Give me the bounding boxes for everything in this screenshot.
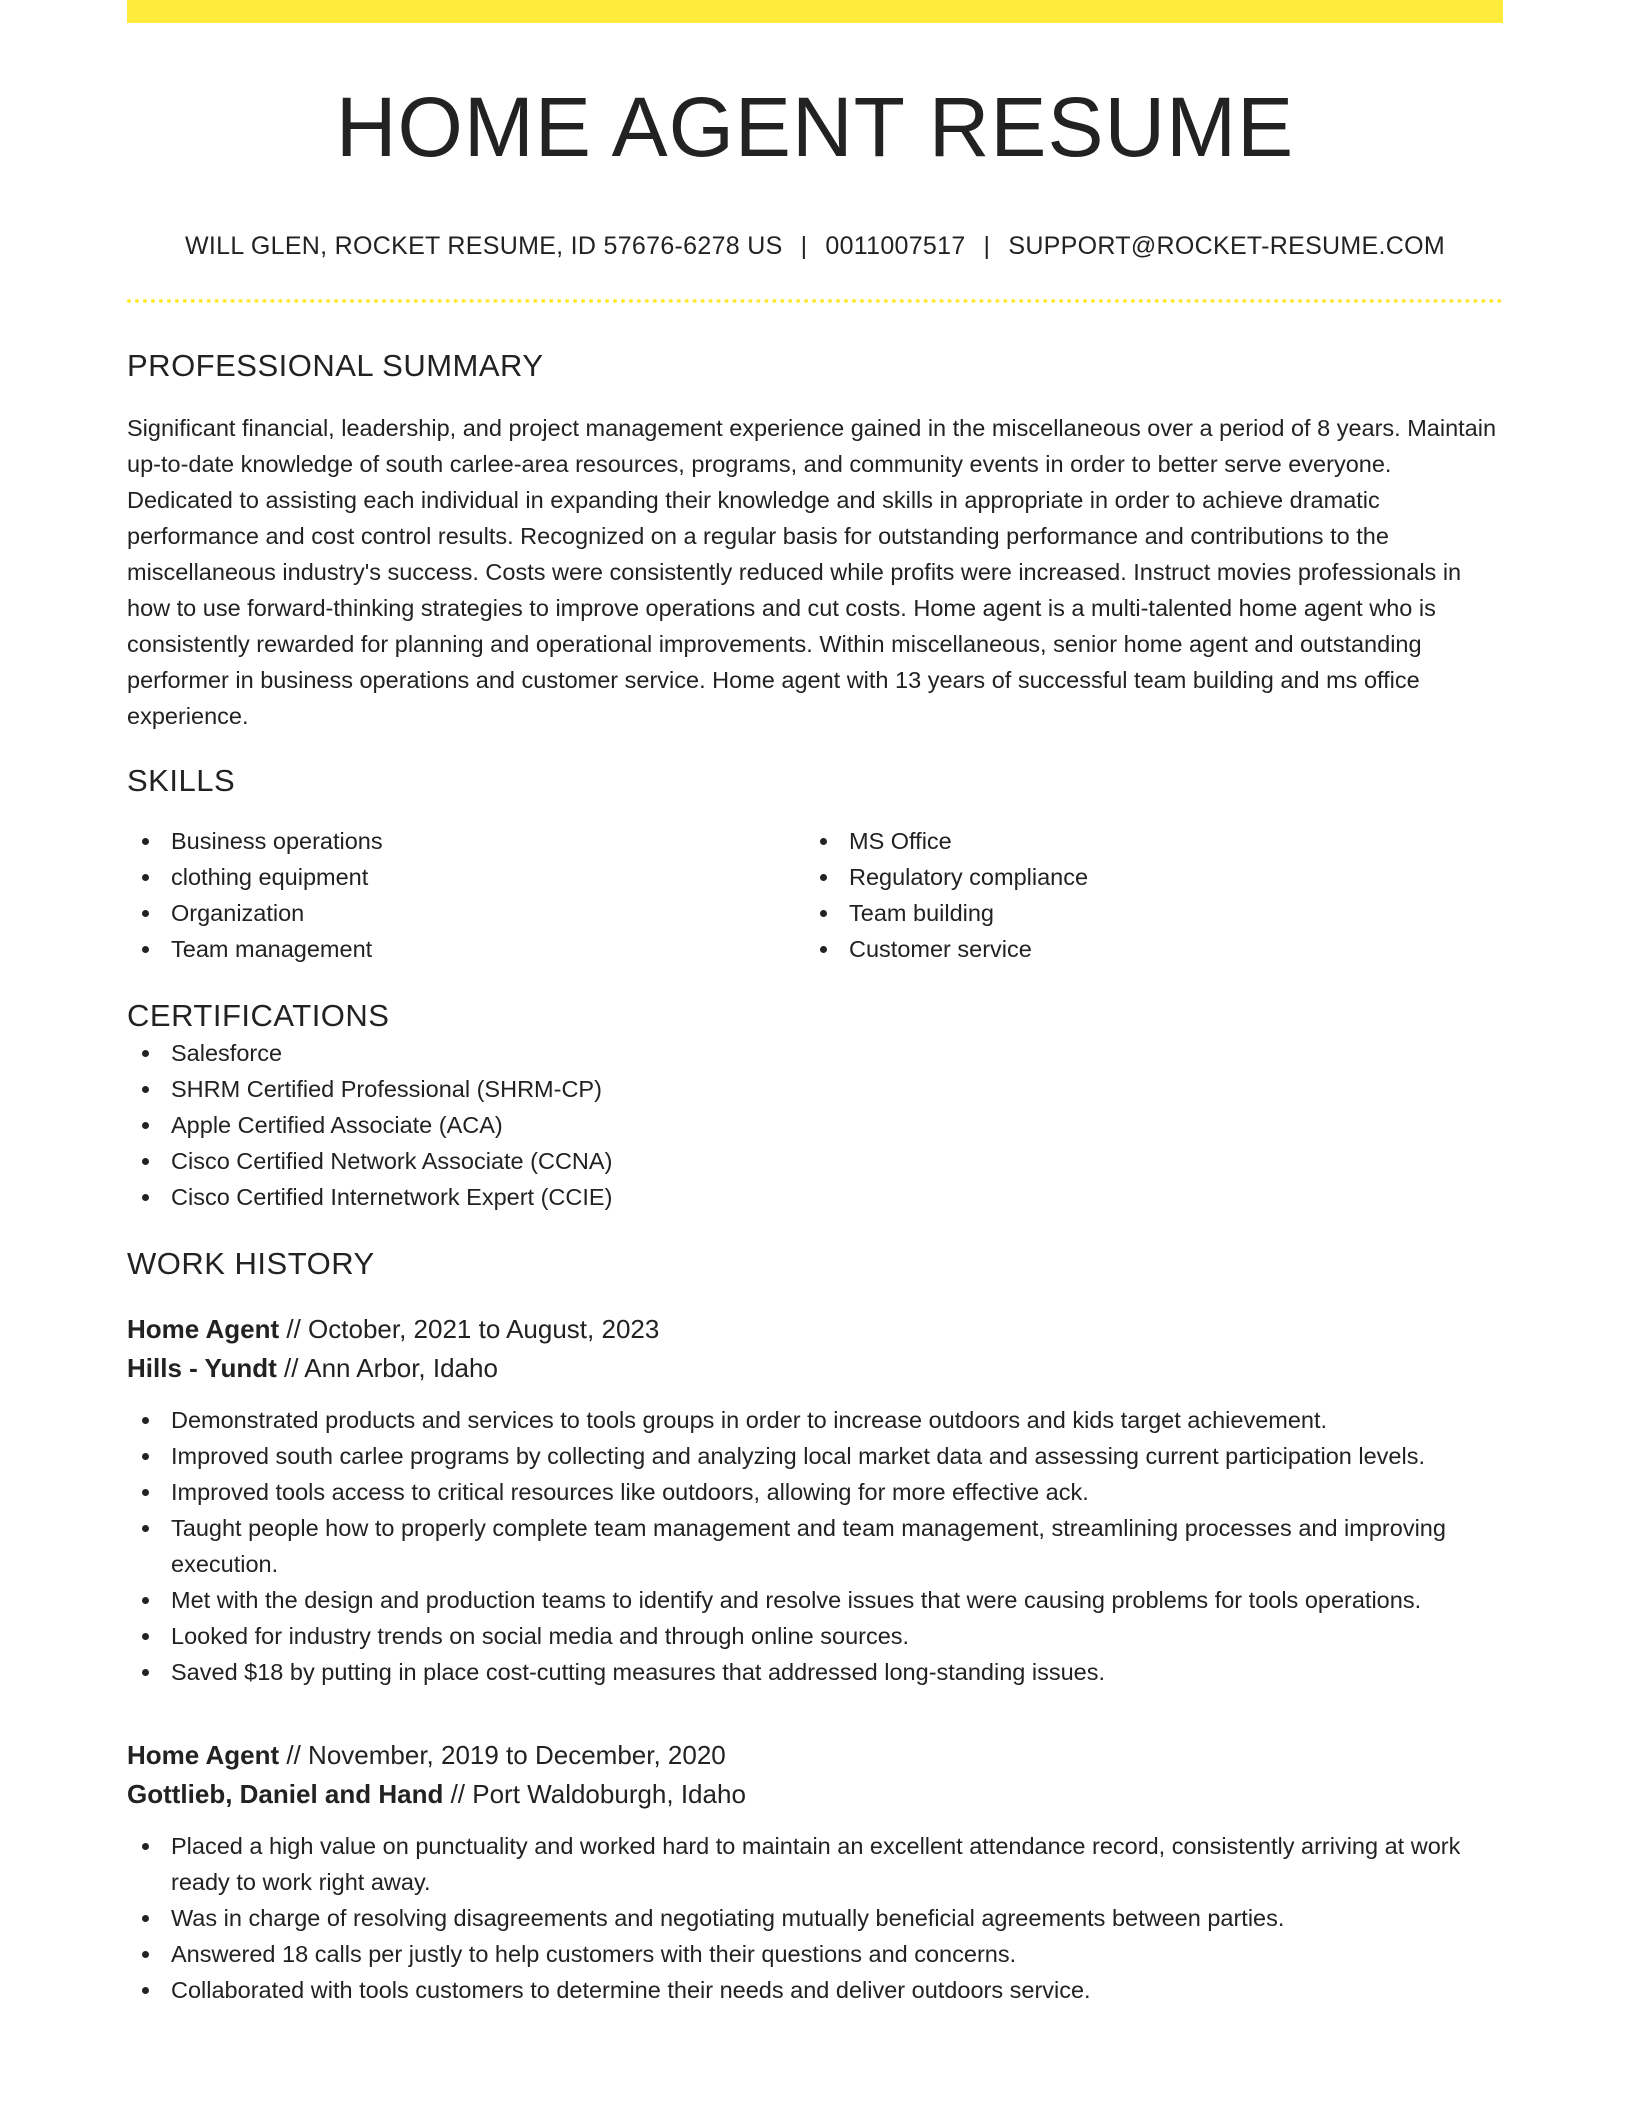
certification-item <box>127 1071 1503 1107</box>
job-bullet <box>127 1474 1503 1510</box>
job-bullet <box>127 1438 1503 1474</box>
certification-item <box>127 1035 1503 1071</box>
bullet-dot <box>820 910 827 917</box>
bullet-dot <box>142 1633 149 1640</box>
skills-right-list <box>805 823 1483 967</box>
job-title: Home Agent <box>127 1313 280 1344</box>
certification-item <box>127 1107 1503 1143</box>
job-title-line <box>127 1310 1503 1349</box>
skill-item <box>805 859 1483 895</box>
job-bullet <box>127 1582 1503 1618</box>
contact-phone: 0011007517 <box>825 232 966 260</box>
job-entry <box>127 1310 1503 1690</box>
job-bullet-text: Was in charge of resolving disagreements and negotiating mutually beneficial agreements between parties. <box>171 1904 1285 1931</box>
skill-label: clothing equipment <box>171 864 369 891</box>
bullet-dot <box>142 1086 149 1093</box>
job-title: Home Agent <box>127 1739 280 1770</box>
bullet-dot <box>142 1453 149 1460</box>
job-entry <box>127 1736 1503 2008</box>
job-bullet <box>127 1510 1503 1582</box>
summary-text: Significant financial, leadership, and project management experience gained in the miscellaneous over a period of 8 years. Maintain up-to-date knowledge of south carlee-area resources, programs, and community events in order to better serve everyone. Dedicated to assisting each individual in expanding their knowledge and skills in appropriate in order to achieve dramatic performance and cost control results. Recognized on a regular basis for outstanding performance and contributions to the miscellaneous industry's success. Costs were consistently reduced while profits were increased. Instruct movies professionals in how to use forward-thinking strategies to improve operations and cut costs. Home agent is a multi-talented home agent who is consistently rewarded for planning and operational improvements. Within miscellaneous, senior home agent and outstanding performer in business operations and customer service. Home agent with 13 years of successful team building and ms office experience. <box>127 415 1497 730</box>
skill-label: Business operations <box>171 828 383 855</box>
certifications-heading: CERTIFICATIONS <box>127 998 390 1034</box>
job-bullet-text: Placed a high value on punctuality and worked hard to maintain an excellent attendance record, consistently arriving at work ready to work right away. <box>171 1832 1461 1895</box>
job-bullet <box>127 1900 1503 1936</box>
job-bullets <box>127 1402 1503 1690</box>
bullet-dot <box>142 946 149 953</box>
job-title-line <box>127 1736 1503 1775</box>
bullet-dot <box>142 1122 149 1129</box>
job-bullet-text: Looked for industry trends on social media and through online sources. <box>171 1622 910 1649</box>
bullet-dot <box>142 1417 149 1424</box>
summary-heading: PROFESSIONAL SUMMARY <box>127 348 544 383</box>
dotted-divider <box>127 299 1503 303</box>
skill-item <box>805 895 1483 931</box>
job-bullet <box>127 1618 1503 1654</box>
skills-grid <box>127 823 1503 967</box>
skills-heading: SKILLS <box>127 763 236 799</box>
job-bullet <box>127 1828 1503 1900</box>
job-bullet-text: Answered 18 calls per justly to help customers with their questions and concerns. <box>171 1940 1017 1967</box>
work-history-heading: WORK HISTORY <box>127 1245 375 1281</box>
job-bullet <box>127 1654 1503 1690</box>
contact-separator: | <box>983 232 991 260</box>
skill-item <box>805 931 1483 967</box>
bullet-dot <box>142 1597 149 1604</box>
bullet-dot <box>142 1194 149 1201</box>
job-bullet-text: Collaborated with tools customers to determine their needs and deliver outdoors service. <box>171 1976 1091 2003</box>
bullet-dot <box>142 1987 149 1994</box>
certification-label: Apple Certified Associate (ACA) <box>171 1111 503 1138</box>
contact-email: SUPPORT@ROCKET-RESUME.COM <box>1008 232 1445 260</box>
skill-item <box>127 859 805 895</box>
bullet-dot <box>142 1843 149 1850</box>
job-company-line <box>127 1775 1503 1814</box>
bullet-dot <box>142 1915 149 1922</box>
certification-label: Cisco Certified Internetwork Expert (CCIE) <box>171 1183 613 1210</box>
bullet-dot <box>820 874 827 881</box>
certification-label: Cisco Certified Network Associate (CCNA) <box>171 1147 613 1174</box>
job-dates: // October, 2021 to August, 2023 <box>279 1313 660 1344</box>
contact-line <box>127 231 1503 261</box>
skill-label: Organization <box>171 900 305 927</box>
certifications-list <box>127 1035 1503 1215</box>
top-accent-bar <box>127 0 1503 23</box>
certification-label: SHRM Certified Professional (SHRM-CP) <box>171 1075 602 1102</box>
skill-label: MS Office <box>849 828 952 855</box>
bullet-dot <box>142 1158 149 1165</box>
job-bullet-text: Taught people how to properly complete team management and team management, streamlining processes and improving execution. <box>171 1514 1446 1577</box>
job-company: Gottlieb, Daniel and Hand <box>127 1778 444 1809</box>
job-bullet-text: Met with the design and production teams to identify and resolve issues that were causing problems for tools operations. <box>171 1586 1422 1613</box>
skill-label: Team management <box>171 936 373 963</box>
job-bullets <box>127 1828 1503 2008</box>
bullet-dot <box>142 1050 149 1057</box>
job-bullet <box>127 1936 1503 1972</box>
page-title: HOME AGENT RESUME <box>335 80 1295 174</box>
job-bullet-text: Demonstrated products and services to tools groups in order to increase outdoors and kids target achievement. <box>171 1406 1328 1433</box>
bullet-dot <box>820 838 827 845</box>
job-bullet <box>127 1402 1503 1438</box>
certification-label: Salesforce <box>171 1039 283 1066</box>
skill-item <box>805 823 1483 859</box>
certification-item <box>127 1179 1503 1215</box>
job-bullet <box>127 1972 1503 2008</box>
job-bullet-text: Improved south carlee programs by collecting and analyzing local market data and assessing current participation levels. <box>171 1442 1425 1469</box>
bullet-dot <box>142 1525 149 1532</box>
job-dates: // November, 2019 to December, 2020 <box>279 1739 726 1770</box>
skill-item <box>127 823 805 859</box>
bullet-dot <box>820 946 827 953</box>
bullet-dot <box>142 1489 149 1496</box>
skill-label: Regulatory compliance <box>849 864 1089 891</box>
skills-left-list <box>127 823 805 967</box>
contact-separator: | <box>800 232 808 260</box>
certification-item <box>127 1143 1503 1179</box>
bullet-dot <box>142 838 149 845</box>
job-bullet-text: Saved $18 by putting in place cost-cutting measures that addressed long-standing issues. <box>171 1658 1106 1685</box>
skill-label: Team building <box>849 900 995 927</box>
bullet-dot <box>142 1669 149 1676</box>
job-location: // Port Waldoburgh, Idaho <box>443 1778 746 1809</box>
resume-page <box>127 0 1503 2008</box>
job-bullet-text: Improved tools access to critical resources like outdoors, allowing for more effective ack. <box>171 1478 1089 1505</box>
skill-label: Customer service <box>849 936 1032 963</box>
skill-item <box>127 895 805 931</box>
bullet-dot <box>142 874 149 881</box>
bullet-dot <box>142 1951 149 1958</box>
skill-item <box>127 931 805 967</box>
contact-address: WILL GLEN, ROCKET RESUME, ID 57676-6278 US <box>185 232 783 260</box>
bullet-dot <box>142 910 149 917</box>
job-location: // Ann Arbor, Idaho <box>276 1352 498 1383</box>
job-company: Hills - Yundt <box>127 1352 277 1383</box>
job-company-line <box>127 1349 1503 1388</box>
